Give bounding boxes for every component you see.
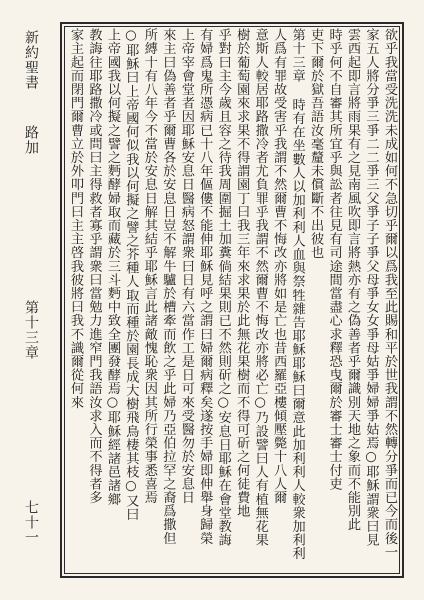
- book-title: 新約聖書: [23, 30, 39, 90]
- text-column: 第十三章 時有在坐數人以加利利人血與祭牲雜告耶穌耶穌曰爾意此加利利人較衆加利利: [289, 28, 305, 561]
- text-column: 意斯人較居耶路撒冷者尤負罪乎我謂不然爾曹不悔改亦將必亡○乃設譬曰人有植無花果: [252, 28, 268, 547]
- text-column: ○耶穌曰上帝國何似我以何擬之譬之芥種人取而種於園長成大樹飛鳥棲其枝○又曰: [123, 28, 139, 522]
- text-column: 有婦爲鬼所憑病已十八年傴僂不能伸耶穌見呼之謂曰婦爾病釋矣遂按手婦即伸舉身歸榮: [197, 28, 213, 545]
- text-column: 來主曰偽善者乎爾曹各於安息日豈不解牛驢於槽牽而飲之乎此婦乃亞伯拉罕之裔爲撒但: [160, 28, 176, 545]
- text-column: 時乎何不自審其所宜乎與訟者往見有司途間當盡心求釋恐曳爾於審士審士付吏: [326, 28, 342, 491]
- text-column: 上帝國我以何擬之譬之麪酵婦取而藏於三斗麪中致全團發酵焉○耶穌經諸邑諸鄉: [104, 28, 120, 506]
- text-column: 樹於葡萄園來求果不得謂園丁曰我三年來求果於此無花果樹而不得可斫之何徒費地: [234, 28, 250, 518]
- text-column: 家主起而閉門爾曹立於外叩門曰主主啓我彼將曰我不識爾從何來: [68, 28, 83, 409]
- text-column: 所縛十有八年今不當於安息日解其結乎耶穌言此諸敵愧恥衆因其所行榮事悉喜焉: [141, 28, 157, 504]
- text-column: 教誨往耶路撒冷或問曰主得救者寡乎謂衆曰當勉力進窄門我語汝求入而不得者多: [86, 28, 102, 504]
- text-body: [66, 28, 398, 572]
- text-column: 欲乎我當受洗洗未成如何不急切乎爾以爲我至此賜和平於世我謂不然轉分爭而已今而後一: [381, 28, 397, 559]
- text-column: 吏下爾於獄吾語汝毫釐未償斷不出彼也: [308, 28, 324, 260]
- text-column: 人爲有罪故受害乎我謂不然爾曹不悔改亦將如是亡也昔西羅亞樓傾壓斃十八人爾: [271, 28, 287, 504]
- book-name: 路加: [23, 125, 39, 155]
- text-column: 雲西起即言將雨果有之見南風吹即言將熱亦有之偽善者乎爾識別天地之象而不能別此: [345, 28, 361, 532]
- text-column: 上帝宰會堂者因耶穌安息日醫病怒謂衆曰日有六當作工是日可來受醫勿於安息日: [178, 28, 194, 504]
- chapter-label: 第十三章: [23, 300, 39, 360]
- page-number: 七十一: [23, 500, 39, 545]
- text-column: 家五人將分爭三爭二二爭三父爭子子爭父母爭女女爭母姑爭婦婦爭姑焉○耶穌謂衆曰見: [363, 28, 379, 547]
- text-column: 乎對曰主今歲且容之待我周圍掘土加糞倘結果則已不然則斫之○安息日耶穌在會堂教誨: [215, 28, 231, 547]
